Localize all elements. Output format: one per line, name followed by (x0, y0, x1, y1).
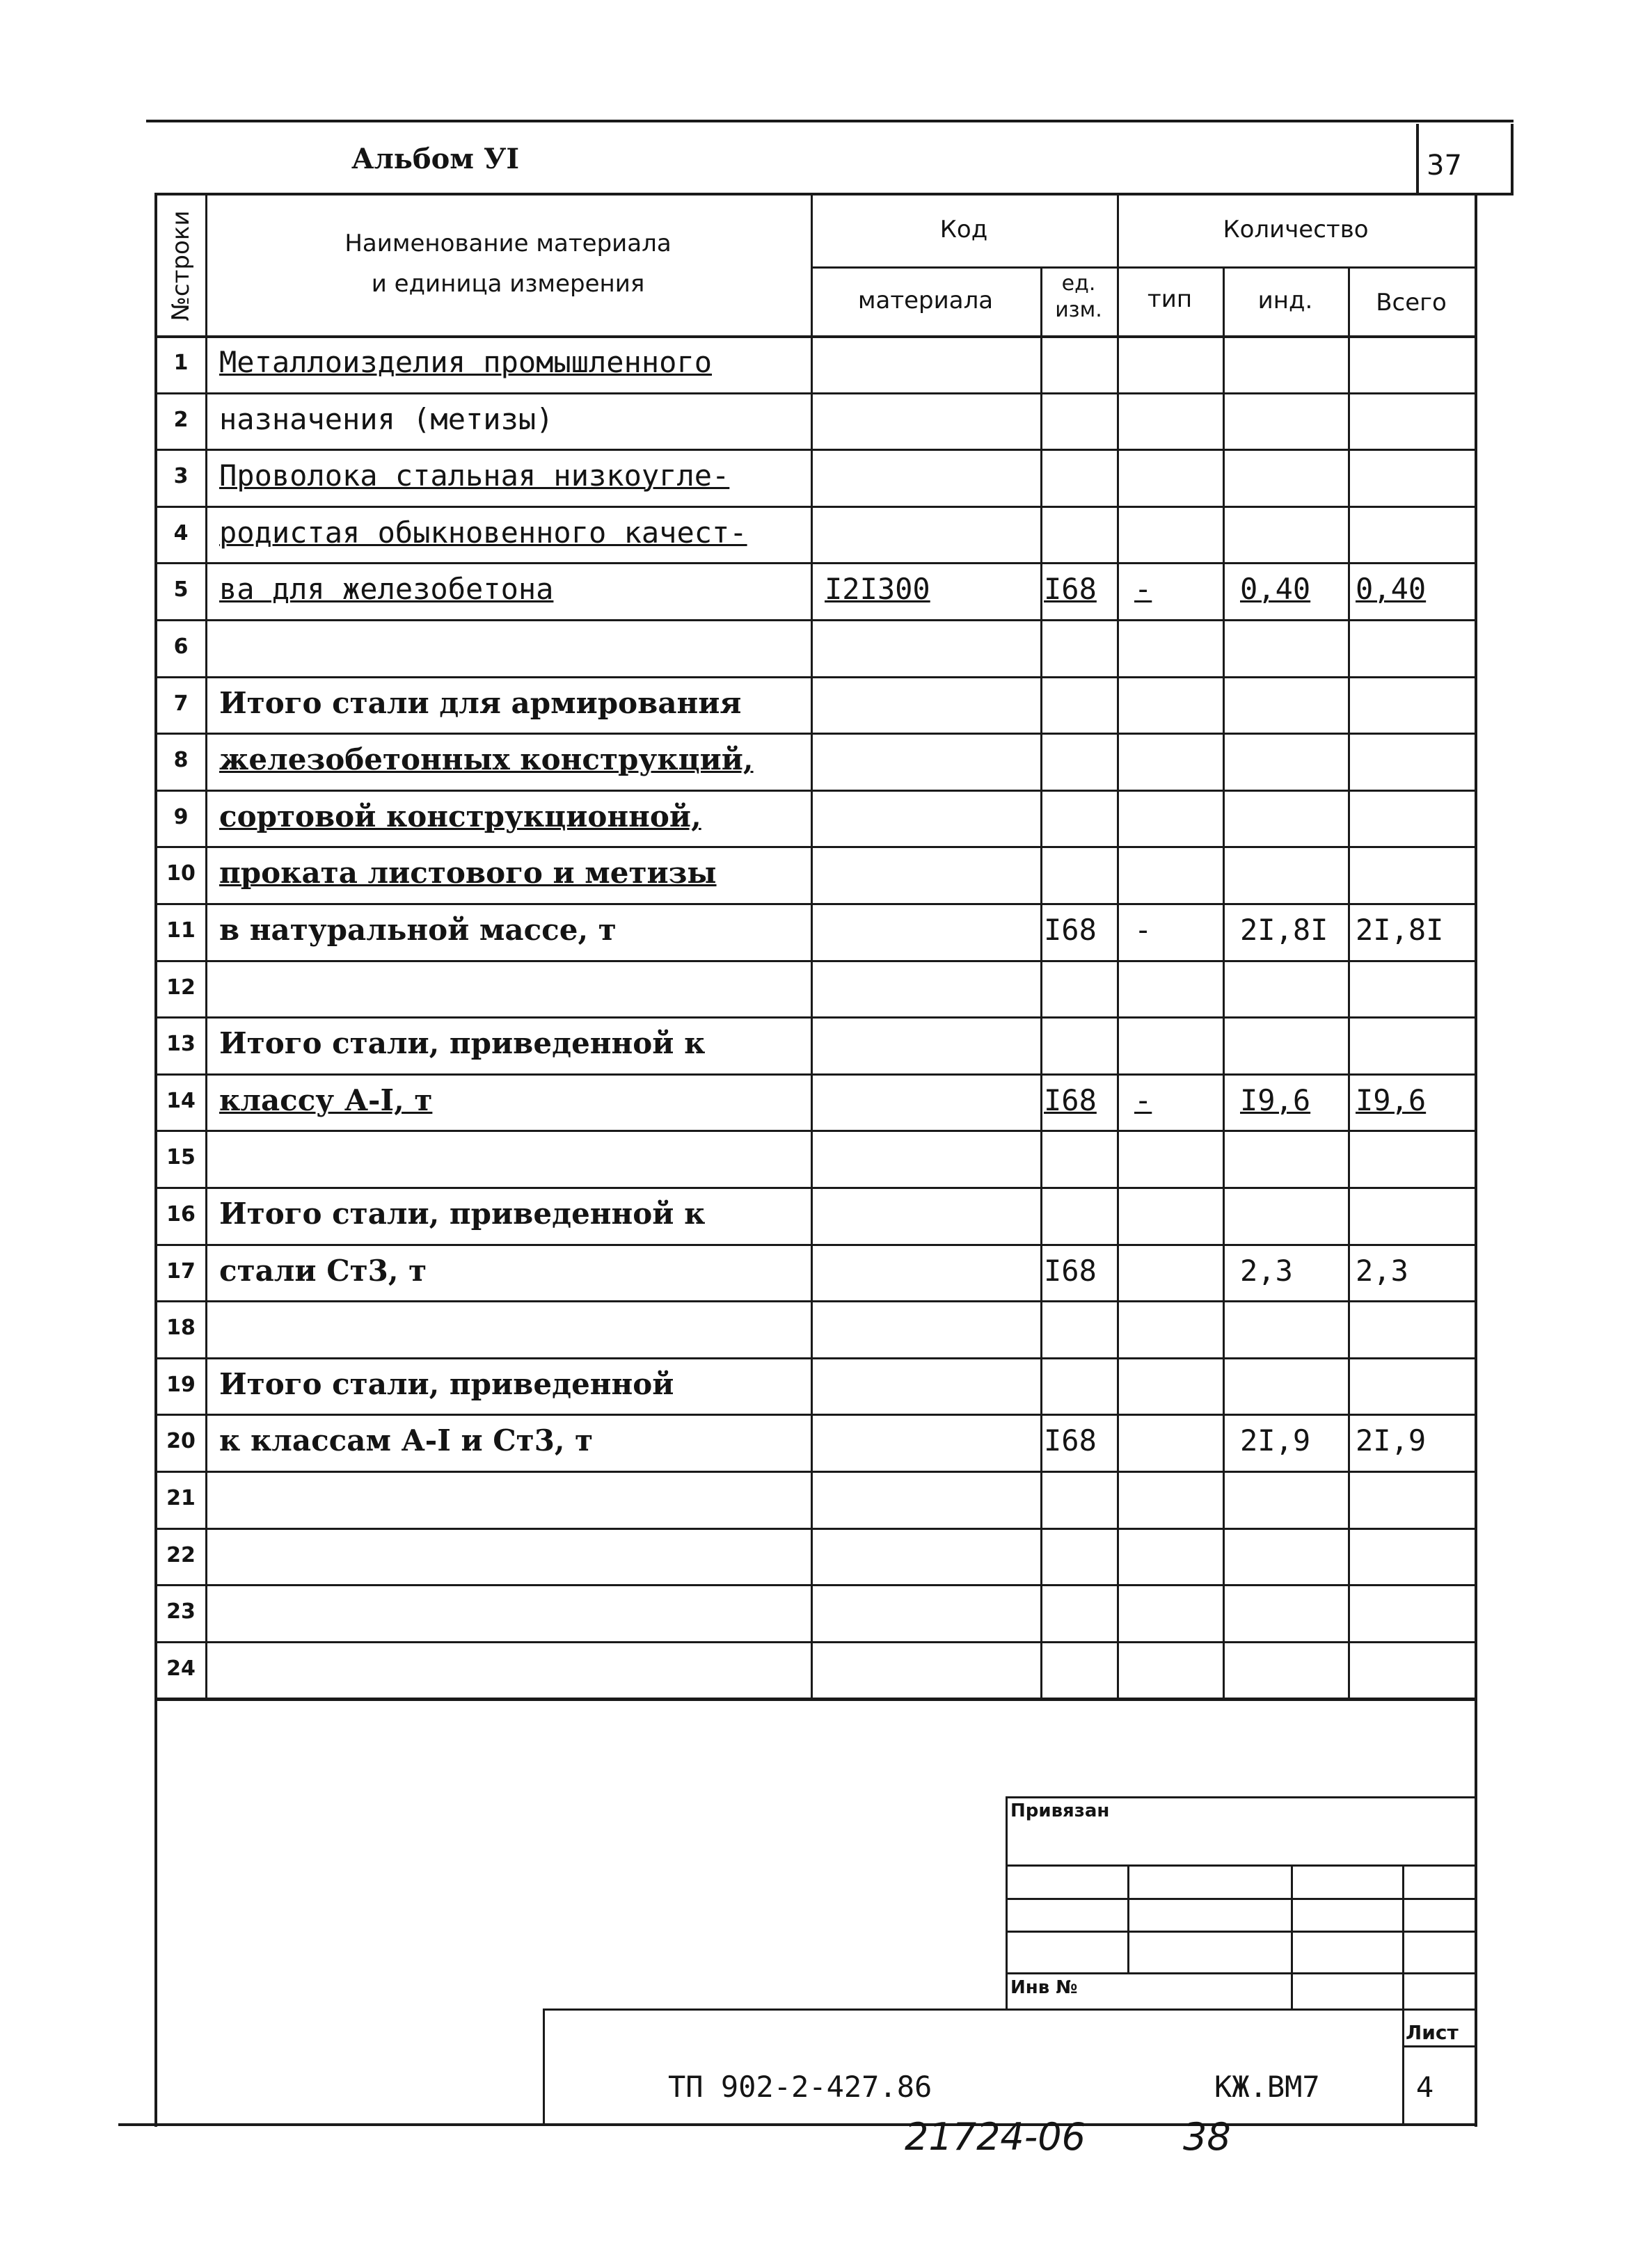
column-line (1223, 266, 1225, 1698)
cell-name: ва для железобетона (219, 572, 554, 607)
top-border-line (146, 120, 1514, 122)
cell-name: проката листового и метизы (219, 856, 717, 891)
row-line (154, 1073, 1475, 1076)
column-line (1348, 266, 1350, 1698)
row-number: 8 (173, 748, 189, 773)
document-mark: КЖ.ВМ7 (1214, 2070, 1320, 2104)
row-line (154, 1130, 1475, 1132)
row-line (154, 1584, 1475, 1586)
row-line (154, 790, 1475, 792)
cell-name: к классам А-I и Ст3, т (219, 1423, 594, 1458)
individual-header: инд. (1257, 287, 1313, 314)
cell-name: Итого стали, приведенной к (219, 1026, 706, 1061)
cell-ind: 2I,9 (1240, 1423, 1311, 1458)
row-number: 18 (166, 1316, 196, 1341)
row-number: 24 (166, 1656, 196, 1681)
row-number: 14 (166, 1088, 196, 1113)
quantity-header: Количество (1223, 216, 1369, 243)
row-line (154, 733, 1475, 735)
cell-name: Итого стали, приведенной (219, 1366, 674, 1401)
cell-total: 0,40 (1356, 572, 1427, 607)
cell-code: I2I300 (825, 572, 930, 607)
album-title: Альбом УI (351, 143, 520, 175)
sheet-label-line (1402, 2045, 1475, 2047)
unit-header-line2: изм. (1055, 298, 1102, 322)
name-header-line2: и единица измерения (371, 270, 645, 298)
row-line (154, 1471, 1475, 1473)
row-line (154, 1698, 1475, 1701)
row-number: 16 (166, 1202, 196, 1227)
row-number-header-label: №строки (167, 210, 195, 321)
cell-total: 2I,9 (1356, 1423, 1427, 1458)
sheet-number: 4 (1416, 2072, 1434, 2104)
row-number: 23 (166, 1599, 196, 1624)
cell-unit: I68 (1044, 1083, 1097, 1117)
page-number-box-left (1416, 124, 1419, 195)
cell-ind: 0,40 (1240, 572, 1311, 607)
sheet-label: Лист (1406, 2021, 1459, 2044)
cell-type: - (1134, 1083, 1152, 1117)
row-line (154, 619, 1475, 621)
row-line (154, 1187, 1475, 1189)
cell-name: Итого стали для армирования (219, 685, 742, 720)
title-block-left-line (543, 2009, 545, 2125)
page-number: 37 (1427, 150, 1462, 182)
row-number: 3 (173, 464, 189, 489)
row-number: 5 (173, 577, 189, 602)
row-number: 19 (166, 1372, 196, 1397)
cell-name: Итого стали, приведенной к (219, 1197, 706, 1231)
row-number: 11 (166, 918, 196, 943)
cell-unit: I68 (1044, 1253, 1097, 1288)
cell-ind: 2,3 (1240, 1253, 1293, 1288)
header-bottom-line (154, 335, 1475, 338)
row-number: 21 (166, 1486, 196, 1510)
cell-name: классу А-I, т (219, 1083, 433, 1117)
row-line (154, 1016, 1475, 1019)
row-line (154, 903, 1475, 905)
row-line (154, 846, 1475, 848)
row-number: 1 (173, 351, 189, 375)
type-header: тип (1147, 285, 1193, 313)
name-header-line1: Наименование материала (344, 230, 672, 257)
cell-name: Металлоизделия промышленного (219, 345, 713, 379)
unit-header-line1: ед. (1061, 271, 1096, 296)
row-number: 2 (173, 407, 189, 432)
row-line (154, 1357, 1475, 1359)
document-code: ТП 902-2-427.86 (668, 2070, 932, 2104)
cell-name: стали Ст3, т (219, 1253, 427, 1288)
row-number: 22 (166, 1542, 196, 1567)
cell-total: 2,3 (1356, 1253, 1408, 1288)
attached-label: Привязан (1010, 1800, 1110, 1821)
row-number: 9 (173, 804, 189, 829)
table-top-line (154, 193, 1514, 195)
row-line (154, 562, 1475, 564)
page-number-box-right (1511, 124, 1514, 195)
row-line (154, 1244, 1475, 1246)
frame-bottom-line (118, 2123, 1477, 2126)
row-line (154, 1528, 1475, 1530)
cell-name: железобетонных конструкций, (219, 742, 754, 777)
row-line (154, 1300, 1475, 1302)
archive-page: 38 (1183, 2115, 1231, 2159)
title-block-top-line (543, 2009, 1475, 2011)
cell-type: - (1134, 913, 1152, 947)
frame-right-line (1475, 193, 1477, 2127)
column-line (1040, 266, 1042, 1698)
cell-name: сортовой конструкционной, (219, 799, 701, 833)
cell-ind: 2I,8I (1240, 913, 1328, 947)
row-number: 13 (166, 1032, 196, 1057)
cell-name: в натуральной массе, т (219, 913, 617, 947)
row-number: 10 (166, 861, 196, 886)
inventory-label: Инв № (1010, 1977, 1078, 1998)
row-line (154, 449, 1475, 451)
archive-number: 21724-06 (905, 2115, 1086, 2159)
stamp-col-3 (1402, 1864, 1404, 2125)
row-number: 7 (173, 691, 189, 716)
code-header: Код (939, 216, 988, 243)
row-number: 20 (166, 1429, 196, 1454)
row-line (154, 1414, 1475, 1416)
cell-ind: I9,6 (1240, 1083, 1311, 1117)
cell-name: родистая обыкновенного качест- (219, 515, 747, 550)
cell-total: 2I,8I (1356, 913, 1444, 947)
material-code-header: материала (857, 287, 994, 314)
row-number: 15 (166, 1145, 196, 1170)
row-line (154, 676, 1475, 678)
row-number-header (157, 196, 205, 335)
cell-unit: I68 (1044, 913, 1097, 947)
row-number: 4 (173, 520, 189, 545)
header-subdivider-line (811, 266, 1475, 269)
row-number: 12 (166, 975, 196, 1000)
row-line (154, 506, 1475, 508)
row-line (154, 392, 1475, 394)
cell-type: - (1134, 572, 1152, 607)
stamp-col-2 (1291, 1864, 1293, 2009)
row-line (154, 960, 1475, 962)
cell-name: назначения (метизы) (219, 401, 554, 436)
cell-total: I9,6 (1356, 1083, 1427, 1117)
stamp-top-line (1006, 1796, 1475, 1798)
row-number: 6 (173, 634, 189, 659)
cell-name: Проволока стальная низкоугле- (219, 458, 730, 493)
cell-unit: I68 (1044, 1423, 1097, 1458)
total-header: Всего (1376, 289, 1447, 317)
cell-unit: I68 (1044, 572, 1097, 607)
stamp-col-1 (1127, 1864, 1129, 1972)
row-line (154, 1641, 1475, 1643)
stamp-left-line (1006, 1796, 1008, 2009)
row-number: 17 (166, 1259, 196, 1284)
